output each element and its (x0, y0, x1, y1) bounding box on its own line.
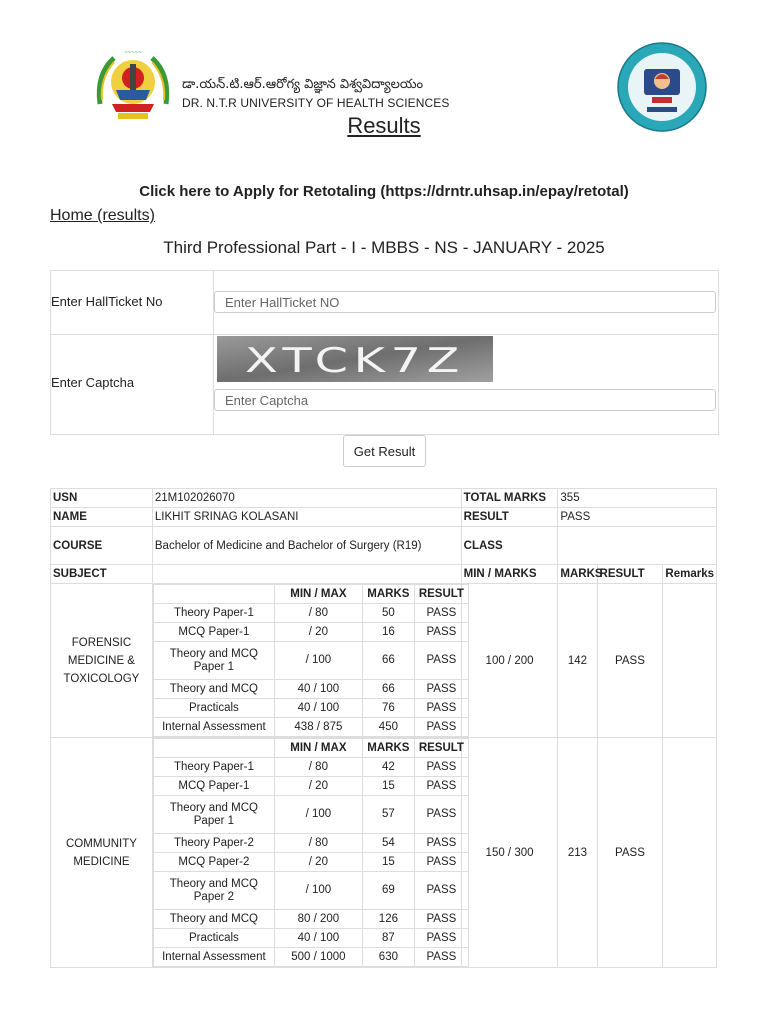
paper-marks: 50 (362, 604, 414, 623)
paper-marks: 76 (362, 699, 414, 718)
paper-result: PASS (414, 929, 468, 948)
university-name: DR. N.T.R UNIVERSITY OF HEALTH SCIENCES (182, 96, 450, 110)
paper-result: PASS (414, 872, 468, 910)
hallticket-row (51, 271, 718, 335)
subject-row (51, 584, 717, 738)
subject-min-marks: 150 / 300 (461, 738, 558, 968)
paper-name: MCQ Paper-1 (153, 777, 274, 796)
paper-min-max: / 100 (274, 642, 362, 680)
name-label: NAME (51, 508, 153, 527)
captcha-text: XTCK7Z (245, 341, 465, 381)
paper-marks: 15 (362, 853, 414, 872)
paper-marks: 54 (362, 834, 414, 853)
total-marks-value: 355 (558, 489, 717, 508)
paper-row (153, 699, 468, 718)
paper-row (153, 853, 468, 872)
paper-result: PASS (414, 796, 468, 834)
subject-result: PASS (597, 738, 663, 968)
paper-row (153, 718, 468, 737)
result-header: RESULT (597, 565, 663, 584)
paper-row (153, 777, 468, 796)
paper-marks: 16 (362, 623, 414, 642)
paper-row (153, 929, 468, 948)
page-title: Results (347, 113, 421, 138)
paper-marks: 87 (362, 929, 414, 948)
subject-header-row (51, 565, 717, 584)
paper-row (153, 910, 468, 929)
paper-min-max: / 100 (274, 872, 362, 910)
paper-name: Theory and MCQ Paper 1 (153, 642, 274, 680)
subject-remarks (663, 738, 717, 968)
hallticket-input[interactable] (214, 291, 716, 313)
paper-marks: 69 (362, 872, 414, 910)
paper-min-max: / 20 (274, 853, 362, 872)
paper-name: Theory and MCQ Paper 1 (153, 796, 274, 834)
paper-breakdown-cell (152, 738, 464, 968)
paper-row (153, 758, 468, 777)
paper-marks-header: MARKS (362, 739, 414, 758)
subject-header: SUBJECT (51, 565, 153, 584)
paper-name: Practicals (153, 929, 274, 948)
paper-row (153, 948, 468, 967)
paper-result: PASS (414, 680, 468, 699)
usn-row (51, 489, 717, 508)
paper-min-max: 438 / 875 (274, 718, 362, 737)
retotal-link[interactable]: Click here to Apply for Retotaling (https://drntr.uhsap.in/epay/retotal) (139, 183, 629, 200)
hallticket-label: Enter HallTicket No (51, 294, 163, 309)
subject-remarks (663, 584, 717, 738)
min-max-header: MIN / MAX (274, 739, 362, 758)
paper-marks: 630 (362, 948, 414, 967)
paper-min-max: / 20 (274, 623, 362, 642)
total-marks-label: TOTAL MARKS (461, 489, 558, 508)
subject-header-spacer (152, 565, 461, 584)
paper-marks: 57 (362, 796, 414, 834)
paper-row (153, 834, 468, 853)
paper-name: MCQ Paper-1 (153, 623, 274, 642)
university-emblem-logo (92, 44, 174, 122)
svg-text:~~~~~: ~~~~~ (124, 50, 142, 56)
paper-name: MCQ Paper-2 (153, 853, 274, 872)
paper-row (153, 623, 468, 642)
paper-name: Theory and MCQ Paper 2 (153, 872, 274, 910)
paper-min-max: / 80 (274, 604, 362, 623)
paper-breakdown-cell (152, 584, 464, 738)
paper-name-header (153, 739, 274, 758)
paper-row (153, 796, 468, 834)
paper-min-max: 500 / 1000 (274, 948, 362, 967)
paper-name: Internal Assessment (153, 948, 274, 967)
subject-marks: 142 (558, 584, 597, 738)
paper-row (153, 680, 468, 699)
paper-marks: 15 (362, 777, 414, 796)
marks-header: MARKS (558, 565, 597, 584)
result-value: PASS (558, 508, 717, 527)
usn-label: USN (51, 489, 153, 508)
exam-title: Third Professional Part - I - MBBS - NS - JANUARY - 2025 (163, 238, 605, 257)
university-name-telugu: డా.యన్.టి.ఆర్.ఆరోగ్య విజ్ఞాన విశ్వవిద్యాలయం (182, 77, 424, 92)
paper-table (153, 584, 469, 737)
paper-result-header: RESULT (414, 585, 468, 604)
paper-result: PASS (414, 718, 468, 737)
paper-name: Practicals (153, 699, 274, 718)
paper-name: Theory and MCQ (153, 680, 274, 699)
paper-min-max: 80 / 200 (274, 910, 362, 929)
paper-result: PASS (414, 699, 468, 718)
form-divider (213, 271, 214, 434)
results-table (50, 488, 717, 968)
min-max-header: MIN / MAX (274, 585, 362, 604)
home-results-link[interactable]: Home (results) (50, 207, 155, 224)
paper-min-max: / 100 (274, 796, 362, 834)
paper-table (153, 738, 469, 967)
subject-min-marks: 100 / 200 (461, 584, 558, 738)
paper-row (153, 604, 468, 623)
paper-name-header (153, 585, 274, 604)
paper-result: PASS (414, 642, 468, 680)
captcha-input[interactable] (214, 389, 716, 411)
paper-marks: 66 (362, 642, 414, 680)
paper-header-row (153, 739, 468, 758)
paper-name: Theory Paper-2 (153, 834, 274, 853)
subject-name: COMMUNITY MEDICINE (51, 738, 153, 968)
paper-result: PASS (414, 604, 468, 623)
paper-name: Internal Assessment (153, 718, 274, 737)
subject-result: PASS (597, 584, 663, 738)
class-label: CLASS (461, 527, 558, 565)
paper-result: PASS (414, 853, 468, 872)
paper-row (153, 642, 468, 680)
usn-value: 21M102026070 (152, 489, 461, 508)
result-search-form (50, 270, 719, 435)
paper-result: PASS (414, 834, 468, 853)
paper-row (153, 872, 468, 910)
paper-result: PASS (414, 948, 468, 967)
captcha-row (51, 334, 718, 433)
name-value: LIKHIT SRINAG KOLASANI (152, 508, 461, 527)
paper-result: PASS (414, 758, 468, 777)
paper-min-max: 40 / 100 (274, 929, 362, 948)
subject-marks: 213 (558, 738, 597, 968)
get-result-button[interactable]: Get Result (343, 435, 426, 467)
paper-name: Theory Paper-1 (153, 758, 274, 777)
course-label: COURSE (51, 527, 153, 565)
remarks-header: Remarks (663, 565, 717, 584)
course-value: Bachelor of Medicine and Bachelor of Surgery (R19) (152, 527, 461, 565)
paper-min-max: / 80 (274, 758, 362, 777)
paper-marks: 126 (362, 910, 414, 929)
paper-min-max: 40 / 100 (274, 699, 362, 718)
class-value (558, 527, 717, 565)
paper-marks: 66 (362, 680, 414, 699)
paper-result: PASS (414, 910, 468, 929)
result-label: RESULT (461, 508, 558, 527)
paper-marks: 450 (362, 718, 414, 737)
paper-marks-header: MARKS (362, 585, 414, 604)
paper-min-max: / 80 (274, 834, 362, 853)
paper-result: PASS (414, 777, 468, 796)
course-row (51, 527, 717, 565)
min-marks-header: MIN / MARKS (461, 565, 558, 584)
paper-name: Theory Paper-1 (153, 604, 274, 623)
captcha-image (217, 336, 493, 382)
paper-result-header: RESULT (414, 739, 468, 758)
name-row (51, 508, 717, 527)
captcha-label: Enter Captcha (51, 375, 135, 390)
paper-min-max: / 20 (274, 777, 362, 796)
subject-row (51, 738, 717, 968)
paper-header-row (153, 585, 468, 604)
paper-marks: 42 (362, 758, 414, 777)
subject-name: FORENSIC MEDICINE & TOXICOLOGY (51, 584, 153, 738)
paper-name: Theory and MCQ (153, 910, 274, 929)
paper-result: PASS (414, 623, 468, 642)
paper-min-max: 40 / 100 (274, 680, 362, 699)
